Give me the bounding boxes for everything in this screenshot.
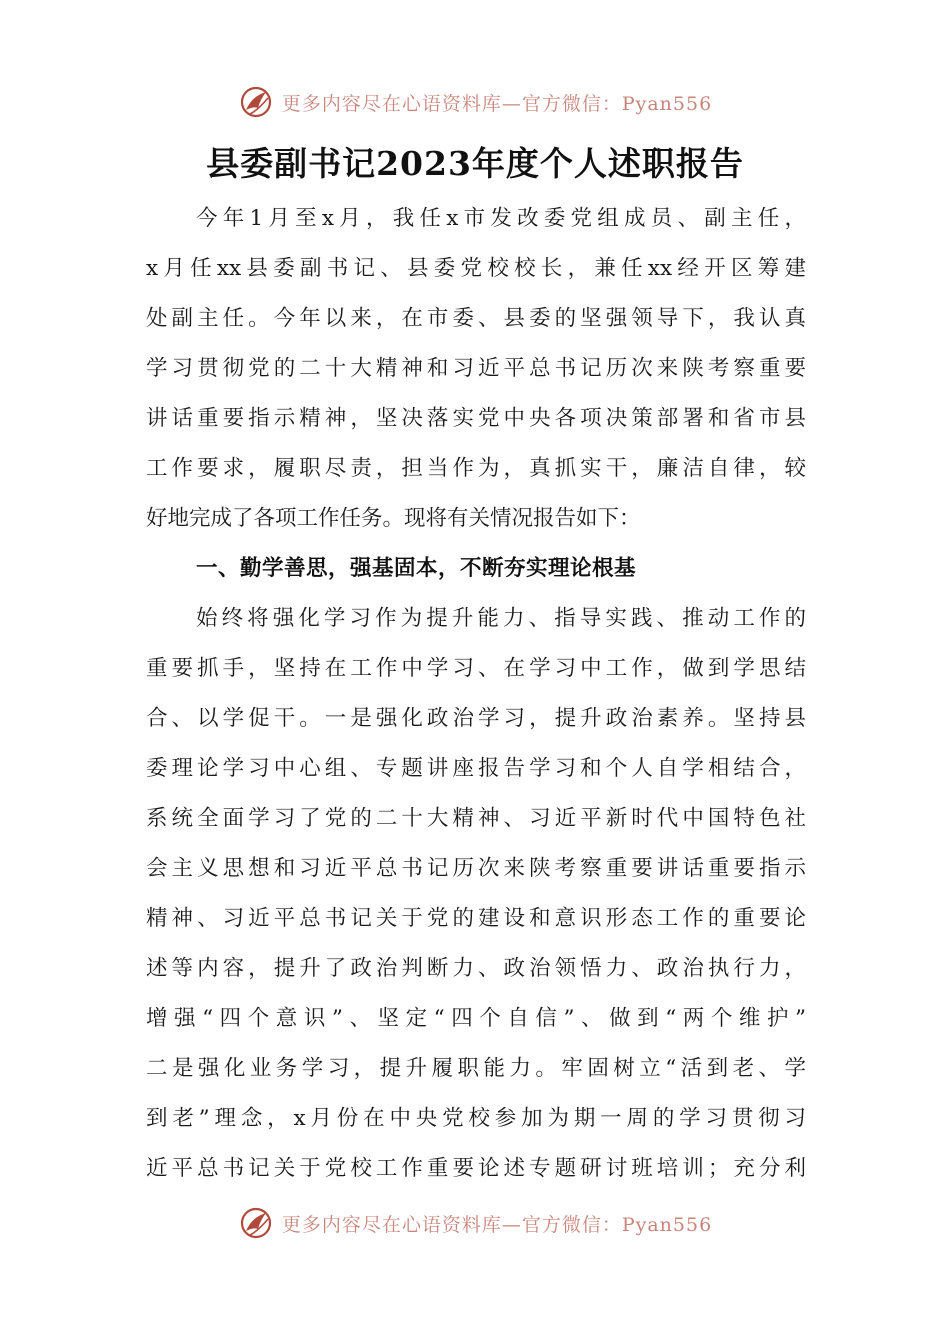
paragraph-line: 委理论学习中心组、专题讲座报告学习和个人自学相结合， — [146, 756, 806, 781]
paragraph-line: 今年1月至x月，我任x市发改委党组成员、副主任， — [196, 206, 806, 231]
paragraph-line: 始终将强化学习作为提升能力、指导实践、推动工作的 — [196, 606, 806, 631]
paragraph-line: 精神、习近平总书记关于党的建设和意识形态工作的重要论 — [146, 906, 806, 931]
watermark-text: 更多内容尽在心语资料库—官方微信：Pyan556 — [281, 1213, 713, 1236]
document-body — [146, 194, 806, 1194]
section-heading: 一、勤学善思，强基固本，不断夯实理论根基 — [196, 556, 637, 581]
brand-logo-icon — [238, 1205, 274, 1240]
paragraph-line: x月任xx县委副书记、县委党校校长，兼任xx经开区筹建 — [146, 256, 806, 281]
paragraph-line: 好地完成了各项工作任务。现将有关情况报告如下： — [146, 506, 641, 531]
paragraph-line: 会主义思想和习近平总书记历次来陕考察重要讲话重要指示 — [146, 856, 806, 881]
paragraph-line: 学习贯彻党的二十大精神和习近平总书记历次来陕考察重要 — [146, 356, 806, 381]
brand-logo-icon — [238, 84, 274, 120]
paragraph-line: 处副主任。今年以来，在市委、县委的坚强领导下，我认真 — [146, 306, 806, 331]
paragraph-line: 到老”理念，x月份在中央党校参加为期一周的学习贯彻习 — [146, 1106, 806, 1131]
paragraph-line: 讲话重要指示精神，坚决落实党中央各项决策部署和省市县 — [146, 406, 806, 431]
paragraph-line: 系统全面学习了党的二十大精神、习近平新时代中国特色社 — [146, 806, 806, 831]
header-watermark — [0, 80, 950, 124]
paragraph-line: 合、以学促干。一是强化政治学习，提升政治素养。坚持县 — [146, 706, 806, 731]
paragraph-line: 增强“四个意识”、坚定“四个自信”、做到“两个维护” — [146, 1006, 806, 1031]
paragraph-line: 工作要求，履职尽责，担当作为，真抓实干，廉洁自律，较 — [146, 456, 806, 481]
watermark-text: 更多内容尽在心语资料库—官方微信：Pyan556 — [281, 92, 713, 115]
paragraph-line: 述等内容，提升了政治判断力、政治领悟力、政治执行力， — [146, 956, 806, 981]
document-title: 县委副书记2023年度个人述职报告 — [206, 144, 744, 183]
paragraph-line: 二是强化业务学习，提升履职能力。牢固树立“活到老、学 — [146, 1056, 806, 1081]
paragraph-line: 近平总书记关于党校工作重要论述专题研讨班培训；充分利 — [146, 1156, 806, 1181]
paragraph-line: 重要抓手，坚持在工作中学习、在学习中工作，做到学思结 — [146, 656, 806, 681]
footer-watermark — [0, 1200, 950, 1240]
